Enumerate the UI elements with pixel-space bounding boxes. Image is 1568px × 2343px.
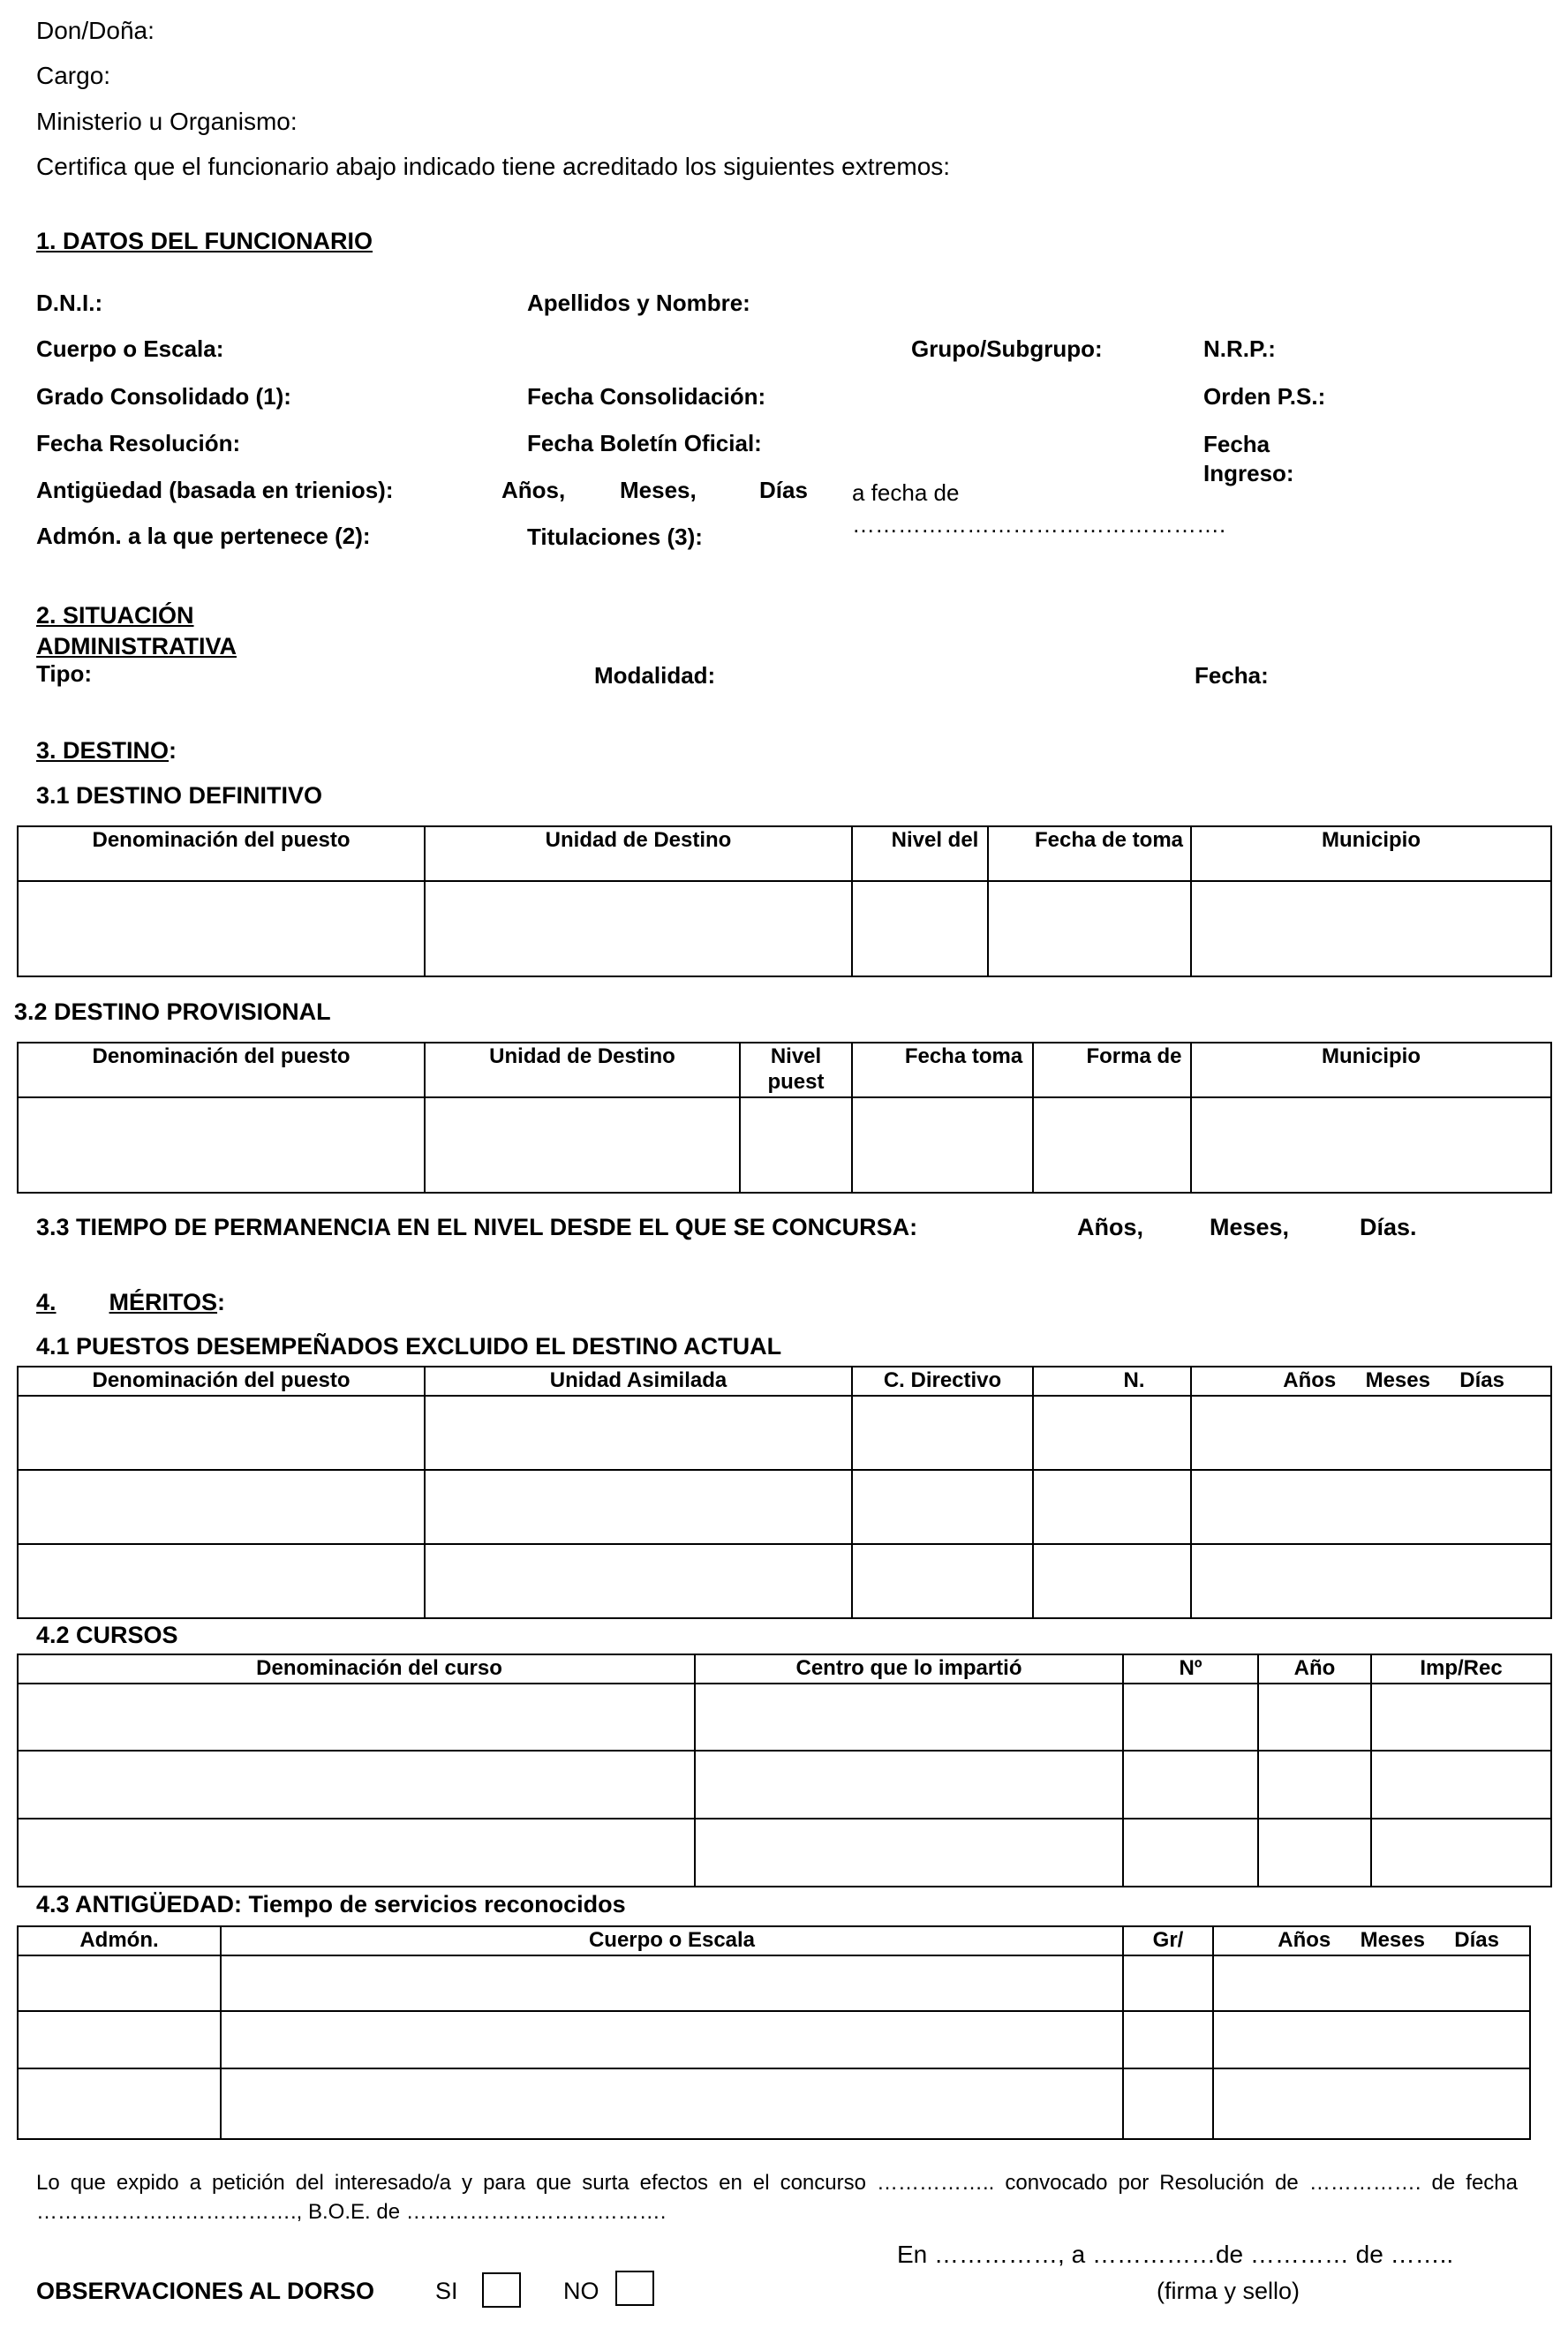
table-cell[interactable]: [425, 1396, 852, 1470]
col-grupo: Gr/: [1123, 1926, 1213, 1955]
observaciones-label: OBSERVACIONES AL DORSO: [36, 2278, 375, 2304]
titulaciones-label: Titulaciones (3):: [527, 524, 703, 550]
don-label: Don/Doña:: [36, 17, 155, 44]
s43-table: [17, 1925, 1531, 2140]
col-numero: Nº: [1123, 1654, 1258, 1684]
nrp-label: N.R.P.:: [1203, 335, 1276, 362]
a-fecha-text: a fecha de ………………………………………….: [852, 479, 1226, 538]
table-cell[interactable]: [221, 2011, 1123, 2068]
table-cell[interactable]: [18, 1544, 425, 1618]
ministerio-label: Ministerio u Organismo:: [36, 108, 298, 135]
fecha-label: Fecha:: [1195, 662, 1269, 689]
s33-text: 3.3 TIEMPO DE PERMANENCIA EN EL NIVEL DESDE EL QUE SE CONCURSA:: [36, 1214, 918, 1240]
table-cell[interactable]: [1258, 1684, 1371, 1751]
table-row: [18, 1955, 1530, 2011]
grupo-label: Grupo/Subgrupo:: [911, 335, 1103, 362]
table-cell[interactable]: [221, 1955, 1123, 2011]
table-header-row: [18, 826, 1551, 881]
section4-title-text: [36, 1289, 217, 1315]
s33-meses: Meses,: [1210, 1214, 1290, 1240]
section4-num: 4.: [36, 1289, 57, 1315]
table-cell[interactable]: [852, 881, 988, 976]
table-cell[interactable]: [852, 1097, 1033, 1193]
table-cell[interactable]: [1213, 2011, 1530, 2068]
cuerpo-label: Cuerpo o Escala:: [36, 335, 224, 362]
col-nivel: Nivel puest: [740, 1043, 852, 1097]
col-fecha-toma: Fecha toma: [852, 1043, 1033, 1097]
s33-dias: Días.: [1360, 1214, 1417, 1240]
table-cell[interactable]: [695, 1819, 1123, 1887]
col-unidad-destino: Unidad de Destino: [425, 1043, 740, 1097]
si-label: SI: [435, 2278, 458, 2304]
no-label: NO: [563, 2278, 599, 2304]
table-cell[interactable]: [1123, 1955, 1213, 2011]
certifica-text: Certifica que el funcionario abajo indicado tiene acreditado los siguientes extremos:: [36, 153, 951, 180]
section4-colon: :: [217, 1289, 226, 1315]
table-cell[interactable]: [1191, 1097, 1551, 1193]
table-row: [18, 881, 1551, 976]
table-cell[interactable]: [1123, 1751, 1258, 1819]
s42-table: [17, 1654, 1552, 1887]
col-denominacion: Denominación del puesto: [18, 826, 425, 881]
table-cell[interactable]: [1371, 1684, 1551, 1751]
antiguedad-dias: Días: [759, 477, 808, 503]
s31-table: [17, 825, 1552, 977]
col-denominacion: Denominación del puesto: [18, 1043, 425, 1097]
s31-title: 3.1 DESTINO DEFINITIVO: [36, 782, 323, 809]
no-checkbox[interactable]: [615, 2271, 654, 2306]
dni-label: D.N.I.:: [36, 290, 103, 316]
col-denominacion-curso: Denominación del curso: [18, 1654, 695, 1684]
orden-ps-label: Orden P.S.:: [1203, 383, 1326, 410]
apellidos-label: Apellidos y Nombre:: [527, 290, 750, 316]
table-cell[interactable]: [1191, 1544, 1551, 1618]
table-cell[interactable]: [988, 881, 1191, 976]
tipo-label: Tipo:: [36, 660, 93, 687]
table-cell[interactable]: [1191, 1470, 1551, 1544]
table-header-row: [18, 1926, 1530, 1955]
table-cell[interactable]: [852, 1544, 1033, 1618]
s33-anos: Años,: [1077, 1214, 1144, 1240]
col-fecha-toma: Fecha de toma: [988, 826, 1191, 881]
table-cell[interactable]: [1371, 1819, 1551, 1887]
table-cell[interactable]: [1258, 1819, 1371, 1887]
table-row: [18, 1097, 1551, 1193]
col-ano: Año: [1258, 1654, 1371, 1684]
table-header-row: [18, 1654, 1551, 1684]
admon-label: Admón. a la que pertenece (2):: [36, 523, 371, 549]
section4-title: [36, 1289, 225, 1316]
table-cell[interactable]: [1123, 2011, 1213, 2068]
cargo-label: Cargo:: [36, 62, 111, 89]
table-cell[interactable]: [425, 1544, 852, 1618]
section3-title: [36, 737, 177, 765]
antiguedad-anos: Años,: [501, 477, 566, 503]
section3-colon: :: [169, 737, 177, 764]
table-cell[interactable]: [18, 1684, 695, 1751]
col-cuerpo-escala: Cuerpo o Escala: [221, 1926, 1123, 1955]
col-c-directivo: C. Directivo: [852, 1367, 1033, 1396]
table-cell[interactable]: [425, 1097, 740, 1193]
fecha-consolidacion-label: Fecha Consolidación:: [527, 383, 766, 410]
table-cell[interactable]: [1123, 2068, 1213, 2139]
fecha-ingreso-label: Fecha Ingreso:: [1203, 431, 1294, 486]
table-cell[interactable]: [1258, 1751, 1371, 1819]
table-row: [18, 1684, 1551, 1751]
table-header-row: [18, 1043, 1551, 1097]
s32-table: [17, 1042, 1552, 1194]
expido-text: Lo que expido a petición del interesado/a y para que surta efectos en el concurso …………….. convocado por Resolución de ……………. de fecha ………………………………., B.O.E. de ……………………………….: [36, 2171, 1518, 2224]
col-municipio: Municipio: [1191, 1043, 1551, 1097]
col-forma: Forma de: [1033, 1043, 1191, 1097]
table-header-row: [18, 1367, 1551, 1396]
s41-table: [17, 1366, 1552, 1619]
section2-title: 2. SITUACIÓN ADMINISTRATIVA: [36, 602, 237, 659]
antiguedad-label: Antigüedad (basada en trienios):: [36, 477, 394, 503]
firma-text: (firma y sello): [1157, 2278, 1300, 2304]
col-anos-meses-dias: Años Meses Días: [1213, 1926, 1530, 1955]
table-cell[interactable]: [18, 1751, 695, 1819]
table-cell[interactable]: [852, 1470, 1033, 1544]
col-anos-meses-dias: Años Meses Días: [1191, 1367, 1551, 1396]
table-cell[interactable]: [1033, 1544, 1191, 1618]
table-cell[interactable]: [1123, 1684, 1258, 1751]
si-checkbox[interactable]: [482, 2272, 521, 2308]
table-cell[interactable]: [425, 881, 852, 976]
table-cell[interactable]: [1033, 1470, 1191, 1544]
col-imp-rec: Imp/Rec: [1371, 1654, 1551, 1684]
s41-title: 4.1 PUESTOS DESEMPEÑADOS EXCLUIDO EL DESTINO ACTUAL: [36, 1333, 782, 1360]
col-unidad-destino: Unidad de Destino: [425, 826, 852, 881]
grado-label: Grado Consolidado (1):: [36, 383, 291, 410]
table-cell[interactable]: [695, 1751, 1123, 1819]
table-cell[interactable]: [425, 1470, 852, 1544]
table-cell[interactable]: [740, 1097, 852, 1193]
s42-title: 4.2 CURSOS: [36, 1622, 178, 1648]
table-cell[interactable]: [1191, 881, 1551, 976]
col-nivel: Nivel del: [852, 826, 988, 881]
table-row: [18, 2011, 1530, 2068]
table-cell[interactable]: [18, 2011, 221, 2068]
s32-title: 3.2 DESTINO PROVISIONAL: [14, 998, 331, 1025]
col-centro: Centro que lo impartió: [695, 1654, 1123, 1684]
table-row: [18, 1470, 1551, 1544]
col-n: N.: [1033, 1367, 1191, 1396]
table-cell[interactable]: [18, 1470, 425, 1544]
antiguedad-meses: Meses,: [620, 477, 697, 503]
s43-title: 4.3 ANTIGÜEDAD: Tiempo de servicios reconocidos: [36, 1891, 626, 1917]
table-cell[interactable]: [1033, 1396, 1191, 1470]
table-row: [18, 1544, 1551, 1618]
table-cell[interactable]: [1123, 1819, 1258, 1887]
fecha-resolucion-label: Fecha Resolución:: [36, 430, 241, 456]
col-unidad-asimilada: Unidad Asimilada: [425, 1367, 852, 1396]
table-row: [18, 1396, 1551, 1470]
modalidad-label: Modalidad:: [594, 662, 716, 689]
table-cell[interactable]: [1213, 2068, 1530, 2139]
table-cell[interactable]: [18, 1097, 425, 1193]
table-cell[interactable]: [221, 2068, 1123, 2139]
table-cell[interactable]: [1033, 1097, 1191, 1193]
lugar-fecha-text: En ……………, a ……………de ………… de ……..: [897, 2241, 1454, 2268]
table-cell[interactable]: [18, 2068, 221, 2139]
table-row: [18, 1819, 1551, 1887]
table-row: [18, 2068, 1530, 2139]
col-denominacion: Denominación del puesto: [18, 1367, 425, 1396]
col-municipio: Municipio: [1191, 826, 1551, 881]
table-cell[interactable]: [1371, 1751, 1551, 1819]
table-cell[interactable]: [18, 1396, 425, 1470]
table-row: [18, 1751, 1551, 1819]
table-cell[interactable]: [18, 1819, 695, 1887]
table-cell[interactable]: [1191, 1396, 1551, 1470]
table-cell[interactable]: [852, 1396, 1033, 1470]
col-admon: Admón.: [18, 1926, 221, 1955]
section3-title-text: 3. DESTINO: [36, 737, 170, 764]
section4-text: MÉRITOS: [109, 1289, 218, 1315]
table-cell[interactable]: [695, 1684, 1123, 1751]
table-cell[interactable]: [18, 1955, 221, 2011]
fecha-boletin-label: Fecha Boletín Oficial:: [527, 430, 762, 456]
table-cell[interactable]: [1213, 1955, 1530, 2011]
table-cell[interactable]: [18, 881, 425, 976]
section1-title: 1. DATOS DEL FUNCIONARIO: [36, 228, 373, 254]
